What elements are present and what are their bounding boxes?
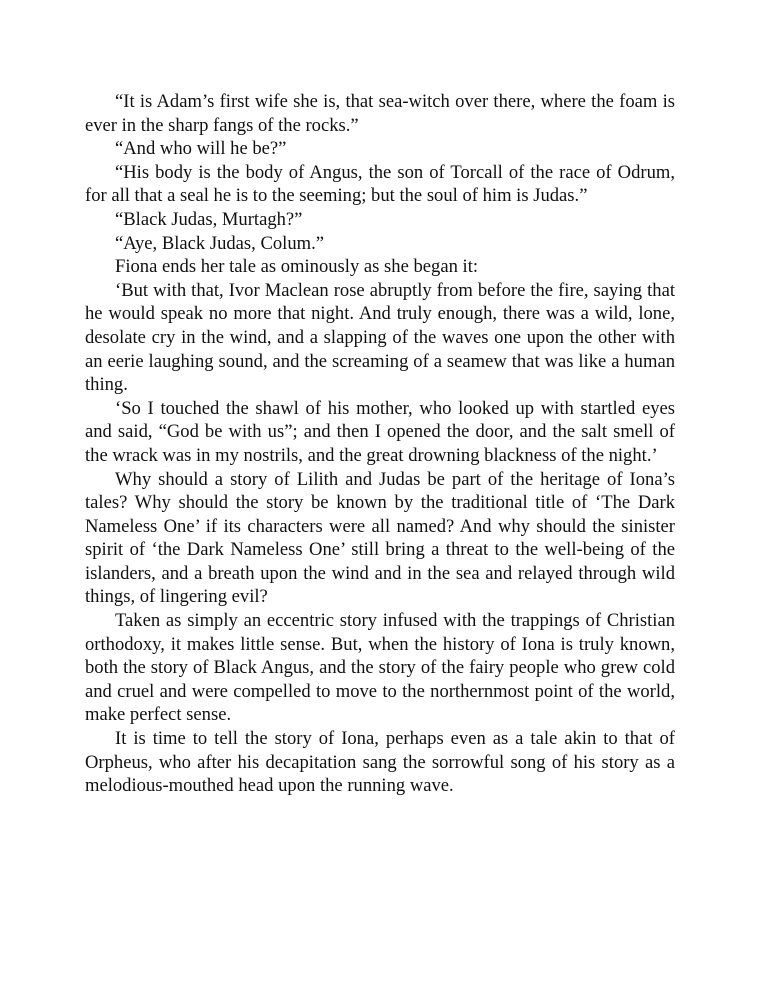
- paragraph: Fiona ends her tale as ominously as she began it:: [115, 256, 479, 278]
- paragraph: ‘But with that, Ivor Maclean rose abruptly from before the fire, saying that he would speak no more that night. And truly enough, there was a wild, lone, desolate cry in the wind, and a slapping of the waves one upon the other with an eerie laughing sound, and the screaming of a seamew that was like a human thing.: [85, 279, 675, 396]
- paragraph: Why should a story of Lilith and Judas be part of the heritage of Iona’s tales? Why should the story be known by the traditional title of ‘The Dark Nameless One’ if its characters were all named? And why should the sinister spirit of ‘the Dark Nameless One’ still bring a threat to the well-being of the islanders, and a breath upon the wind and in the sea and relayed through wild things, of lingering evil?: [85, 468, 675, 608]
- paragraph: “His body is the body of Angus, the son of Torcall of the race of Odrum, for all that a seal he is to the seeming; but the soul of him is Judas.”: [85, 161, 675, 207]
- paragraph: It is time to tell the story of Iona, perhaps even as a tale akin to that of Orpheus, who after his decapitation sang the sorrowful song of his story as a melodious-mouthed head upon the running wave.: [85, 728, 675, 797]
- paragraph: “Aye, Black Judas, Colum.”: [115, 232, 324, 254]
- paragraph: ‘So I touched the shawl of his mother, who looked up with startled eyes and said, “God be with us”; and then I opened the door, and the salt smell of the wrack was in my nostrils, and the great drowning blackness of the night.’: [85, 397, 675, 466]
- paragraph: Taken as simply an eccentric story infused with the trappings of Christian orthodoxy, it makes little sense. But, when the history of Iona is truly known, both the story of Black Angus, and the story of the fairy people who grew cold and cruel and were compelled to move to the northernmost point of the world, make perfect sense.: [85, 610, 675, 726]
- paragraph: “Black Judas, Murtagh?”: [115, 208, 303, 230]
- paragraph: “It is Adam’s first wife she is, that sea-witch over there, where the foam is ever in the sharp fangs of the rocks.”: [85, 91, 675, 136]
- paragraph: “And who will he be?”: [115, 138, 287, 160]
- document-body: [85, 90, 675, 798]
